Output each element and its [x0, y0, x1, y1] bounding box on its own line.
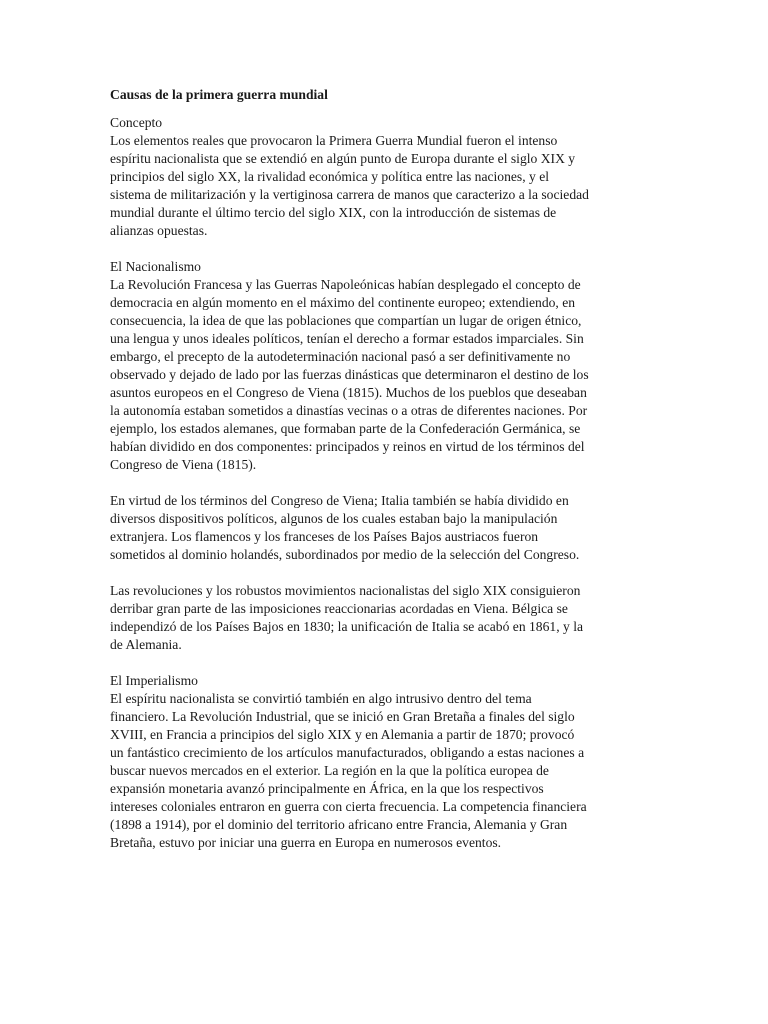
paragraph-line: independizó de los Países Bajos en 1830; la unificación de Italia se acabó en 1861, y la — [110, 619, 584, 634]
paragraph-line: extranjera. Los flamencos y los franceses de los Países Bajos austriacos fueron — [110, 529, 539, 544]
paragraph-line: una lengua y unos ideales políticos, tenían el derecho a formar estados imparciales. Sin — [110, 331, 584, 346]
paragraph-line: principios del siglo XX, la rivalidad económica y política entre las naciones, y el — [110, 169, 550, 184]
paragraph-line: la autonomía estaban sometidos a dinastías vecinas o a otras de diferentes naciones. Por — [110, 403, 588, 418]
document-title: Causas de la primera guerra mundial — [110, 87, 328, 102]
paragraph-line: Los elementos reales que provocaron la Primera Guerra Mundial fueron el intenso — [110, 133, 558, 148]
text-section — [110, 672, 658, 852]
paragraph-line: Bretaña, estuvo por iniciar una guerra en Europa en numerosos eventos. — [110, 835, 502, 850]
paragraph-line: diversos dispositivos políticos, algunos de los cuales estaban bajo la manipulación — [110, 511, 558, 526]
document-sections — [110, 114, 658, 852]
paragraph-line: financiero. La Revolución Industrial, que se inició en Gran Bretaña a finales del siglo — [110, 709, 575, 724]
paragraph-line: En virtud de los términos del Congreso de Viena; Italia también se había dividido en — [110, 493, 569, 508]
paragraph-line: La Revolución Francesa y las Guerras Napoleónicas habían desplegado el concepto de — [110, 277, 581, 292]
paragraph-line: buscar nuevos mercados en el exterior. La región en la que la política europea de — [110, 763, 549, 778]
paragraph-line: consecuencia, la idea de que las poblaciones que compartían un lugar de origen étnico, — [110, 313, 582, 328]
paragraph-line: alianzas opuestas. — [110, 223, 208, 238]
paragraph-line: El espíritu nacionalista se convirtió también en algo intrusivo dentro del tema — [110, 691, 532, 706]
paragraph-line: un fantástico crecimiento de los artículos manufacturados, obligando a estas naciones a — [110, 745, 585, 760]
paragraph-line: Las revoluciones y los robustos movimientos nacionalistas del siglo XIX consiguieron — [110, 583, 581, 598]
paragraph-line: espíritu nacionalista que se extendió en algún punto de Europa durante el siglo XIX y — [110, 151, 576, 166]
paragraph-line: intereses coloniales entraron en guerra con cierta frecuencia. La competencia financiera — [110, 799, 587, 814]
paragraph-line: Congreso de Viena (1815). — [110, 457, 257, 472]
text-section — [110, 114, 658, 240]
section-heading: El Imperialismo — [110, 673, 198, 688]
document-body — [110, 86, 658, 870]
paragraph-line: sistema de militarización y la vertiginosa carrera de manos que caracterizo a la sociedad — [110, 187, 589, 202]
paragraph-line: habían dividido en dos componentes: principados y reinos en virtud de los términos del — [110, 439, 585, 454]
paragraph-line: expansión monetaria avanzó principalmente en África, en la que los respectivos — [110, 781, 544, 796]
paragraph-line: XVIII, en Francia a principios del siglo XIX y en Alemania a partir de 1870; provocó — [110, 727, 575, 742]
section-heading: El Nacionalismo — [110, 259, 201, 274]
paragraph-line: sometidos al dominio holandés, subordinados por medio de la selección del Congreso. — [110, 547, 580, 562]
paragraph-line: embargo, el precepto de la autodeterminación nacional pasó a ser definitivamente no — [110, 349, 571, 364]
paragraph-line: (1898 a 1914), por el dominio del territorio africano entre Francia, Alemania y Gran — [110, 817, 568, 832]
paragraph-line: derribar gran parte de las imposiciones reaccionarias acordadas en Viena. Bélgica se — [110, 601, 568, 616]
paragraph-line: mundial durante el último tercio del siglo XIX, con la introducción de sistemas de — [110, 205, 557, 220]
text-section — [110, 258, 658, 474]
text-section — [110, 492, 658, 564]
section-heading: Concepto — [110, 115, 163, 130]
text-section — [110, 582, 658, 654]
paragraph-line: observado y dejado de lado por las fuerzas dinásticas que determinaron el destino de los — [110, 367, 589, 382]
paragraph-line: asuntos europeos en el Congreso de Viena (1815). Muchos de los pueblos que deseaban — [110, 385, 587, 400]
paragraph-line: democracia en algún momento en el máximo del continente europeo; extendiendo, en — [110, 295, 576, 310]
paragraph-line: de Alemania. — [110, 637, 182, 652]
paragraph-line: ejemplo, los estados alemanes, que formaban parte de la Confederación Germánica, se — [110, 421, 581, 436]
